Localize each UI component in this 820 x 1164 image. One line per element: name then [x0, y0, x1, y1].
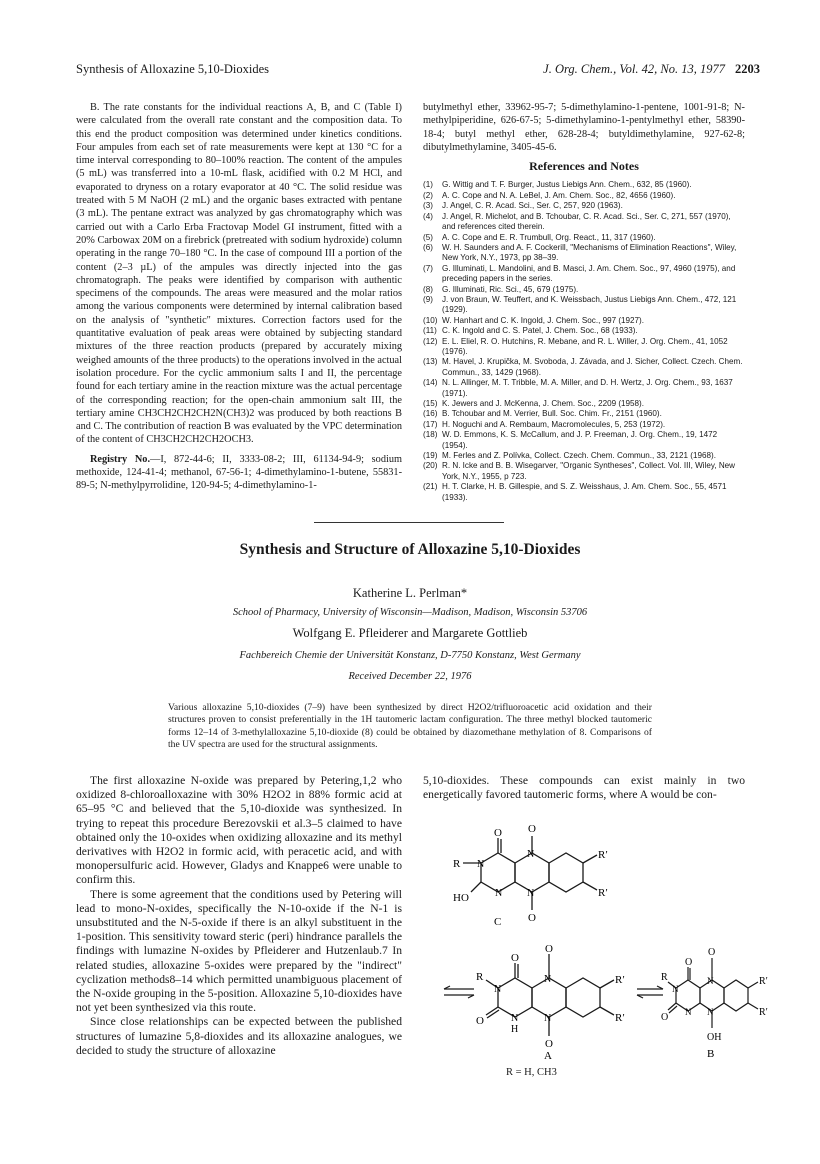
- experimental-section: [76, 101, 402, 493]
- reference-text: A. C. Cope and E. R. Trumbull, Org. React., 11, 317 (1960).: [442, 232, 656, 242]
- substituent-legend: R = H, CH3: [506, 1067, 557, 1078]
- journal-name: J. Org. Chem., Vol. 42, No. 13, 1977: [543, 62, 725, 76]
- reference-text: J. Angel, R. Michelot, and B. Tchoubar, C. R. Acad. Sci., Ser. C, 271, 557 (1970), and references cited therein.: [442, 211, 731, 232]
- reference-number: (20): [423, 461, 438, 471]
- reference-number: (11): [423, 326, 437, 336]
- reference-text: K. Jewers and J. McKenna, J. Chem. Soc., 2209 (1958).: [442, 399, 644, 409]
- reference-text: G. Illuminati, L. Mandolini, and B. Masci, J. Am. Chem. Soc., 97, 4960 (1975), and preceding papers in the series.: [442, 263, 736, 284]
- reference-text: W. D. Emmons, K. S. McCallum, and J. P. Freeman, J. Org. Chem., 19, 1472 (1954).: [442, 430, 718, 450]
- reference-text: W. H. Saunders and A. F. Cockerill, "Mechanisms of Elimination Reactions", Wiley, New York, N.Y., 1973, pp 38–39.: [442, 242, 737, 263]
- a-r-prime-1: R′: [615, 974, 625, 986]
- body-paragraph-2: There is some agreement that the conditions used by Petering will lead to mono-N-oxides, specifically the N-10-oxide if the N-1 is unsubstituted and the N-5-oxide if there is an alkyl substituent in the 1-position. This sensitivity toward steric (peri) hindrance parallels the findings with lumazine N-oxides by Pfleiderer and Hutzenlaub.7 In related studies, alloxazine 5-oxides were prepared by the "indirect" cyclization methods8–14 which permitted unambiguous placement of the N-oxide grouping in the 5-position. Alloxazine 5,10-dioxides have not yet been synthesized via this route.: [76, 887, 402, 1015]
- reference-item: [423, 430, 745, 451]
- a-n5-oxide-o: O: [545, 943, 553, 955]
- section-divider: [314, 522, 504, 523]
- a-r-prime-2: R′: [615, 1012, 625, 1024]
- a-n5: N: [544, 974, 552, 985]
- reference-number: (16): [423, 409, 438, 419]
- reference-number: (10): [423, 315, 438, 325]
- registry-label: Registry No.: [90, 453, 151, 465]
- references-list: [423, 180, 745, 503]
- b-carbonyl-o-bottom: O: [661, 1012, 669, 1023]
- reference-text: E. L. Eliel, R. O. Hutchins, R. Mebane, and R. L. Willer, J. Org. Chem., 41, 1052 (1976).: [442, 336, 728, 356]
- reference-text: C. K. Ingold and C. S. Patel, J. Chem. Soc., 68 (1933).: [442, 326, 638, 336]
- reference-number: (21): [423, 482, 438, 492]
- abstract: Various alloxazine 5,10-dioxides (7–9) have been synthesized by direct H2O2/trifluoroacetic acid oxidation and their structures proven to consist preferentially in the 1H tautomeric lactam configuration. The three methyl blocked tautomeric forms 12–14 of 3-methylalloxazine 5,10-dioxide (8) could be obtained by diazomethane methylation of 8. Comparisons of the UV spectra are used for the structural assignments.: [168, 702, 652, 750]
- reference-item: [423, 264, 745, 285]
- b-n5: N: [707, 976, 714, 986]
- author-2: Wolfgang E. Pfleiderer and Margarete Gottlieb: [292, 626, 528, 640]
- reference-number: (15): [423, 399, 438, 409]
- b-n5-oxide-o: O: [708, 947, 716, 958]
- structure-c-label: C: [494, 916, 502, 928]
- reference-number: (4): [423, 211, 433, 221]
- body-right-text: 5,10-dioxides. These compounds can exist mainly in two energetically favored tautomeric forms, where A would be con-: [423, 774, 745, 802]
- a-n10-oxide-o: O: [545, 1038, 553, 1050]
- structure-b: [662, 940, 772, 1060]
- reference-number: (6): [423, 242, 433, 252]
- reference-number: (5): [423, 232, 433, 242]
- reference-text: H. Noguchi and A. Rembaum, Macromolecules, 5, 253 (1972).: [442, 419, 666, 429]
- structure-b-label: B: [707, 1048, 715, 1060]
- right-column-top: [423, 101, 745, 503]
- reference-number: (9): [423, 294, 433, 304]
- reference-text: J. von Braun, W. Teuffert, and K. Weissbach, Justus Liebigs Ann. Chem., 472, 121 (1929).: [442, 294, 737, 315]
- reference-item: [423, 409, 745, 419]
- c-n5: N: [527, 849, 535, 860]
- a-n10: N: [544, 1013, 552, 1024]
- b-n1: N: [685, 1007, 692, 1017]
- a-carbonyl-o-top: O: [511, 952, 519, 964]
- c-r-prime-2: R′: [598, 887, 608, 899]
- registry-numbers: [76, 453, 402, 493]
- references-title: References and Notes: [529, 159, 639, 174]
- reference-text: G. Wittig and T. F. Burger, Justus Liebigs Ann. Chem., 632, 85 (1960).: [442, 180, 692, 190]
- reference-number: (17): [423, 419, 438, 429]
- a-n3: N: [494, 984, 502, 995]
- reference-item: [423, 243, 745, 264]
- reference-item: [423, 316, 745, 326]
- reference-text: M. Havel, J. Krupička, M. Svoboda, J. Závada, and J. Sicher, Collect. Czech. Chem. Commun., 33, 1429 (1968).: [442, 357, 743, 377]
- reference-item: [423, 180, 745, 190]
- experimental-paragraph: B. The rate constants for the individual reactions A, B, and C (Table I) were calculated from the overall rate constant and the composition data. To this end the product composition was determined under kinetics conditions. Four ampules from each set of rate measurements were kept at 130 °C for a time interval corresponding to 80–100% reaction. The content of the ampules (5 mL) was transferred into a 10-mL flask, acidified with 0.2 M HCl, and evaporated to dryness on a rotary evaporator at 40 °C. The solid residue was treated with 5 M NaOH (2 mL) and the organic bases extracted with pentane (3 mL). The pentane extract was analyzed by gas chromatography which was carried out with a Carlo Erba Fractovap Model GI instrument, fitted with a 20% Carbowax 20M on a firebrick (pretreated with sodium hydroxide) column operating in the range 70–180 °C. In the case of compound III a portion of the content (2–3 µL) of the ampules was directly injected into the gas chromatograph. The peaks were identified by comparison with authentic specimens of the compounds. The areas were measured and the molar ratios among the various components were determined by internal calibration based on the analysis of "synthetic" mixtures. Correction factors used for the quantitative evaluation of peak areas were obtained by subjecting standard mixtures of the three reaction products (prepared by accurately mixing weighed amounts of the three products) to the operations involved in the actual isolation procedure. For the cyclic ammonium salts I and II, the percentage found for each tertiary amine in the reaction mixture was the actual percentage of the corresponding reaction; for the open-chain ammonium salt III, the tertiary amine CH3CH2CH2CH2N(CH3)2 was produced by both reactions B and C. The contribution of reaction B was evaluated by the VPC determination of the content of CH3CH2CH2CH2OCH3.: [76, 102, 402, 446]
- c-n3: N: [477, 859, 485, 870]
- registry-continuation: butylmethyl ether, 33962-95-7; 5-dimethylamino-1-pentene, 1001-91-8; N-methylpiperidine, 626-67-5; 5-dimethylamino-1-pentylmethyl ether, 58390-18-4; butyl methyl ether, 628-28-4; butyldimethylamine, 927-62-8; dibutylmethylamine, 3405-45-6.: [423, 102, 745, 153]
- reference-item: [423, 378, 745, 399]
- reference-item: [423, 201, 745, 211]
- c-n1: N: [495, 888, 503, 899]
- reference-number: (8): [423, 284, 433, 294]
- received-date: Received December 22, 1976: [348, 671, 472, 682]
- author-1: Katherine L. Perlman*: [352, 586, 468, 600]
- reference-text: N. L. Allinger, M. T. Tribble, M. A. Miller, and D. H. Wertz, J. Org. Chem., 93, 1637 (1971).: [442, 378, 733, 398]
- b-n10-oh: OH: [707, 1032, 722, 1043]
- reference-text: R. N. Icke and B. B. Wisegarver, "Organic Syntheses", Collect. Vol. III, Wiley, New York, N.Y., 1955, p 723.: [442, 461, 736, 481]
- equilibrium-arrow-left: [442, 985, 476, 999]
- affiliation-2: Fachbereich Chemie der Universität Konstanz, D-7750 Konstanz, West Germany: [239, 650, 581, 661]
- a-r: R: [476, 971, 484, 983]
- reference-number: (7): [423, 263, 433, 273]
- reference-item: [423, 451, 745, 461]
- c-r: R: [453, 858, 461, 870]
- reference-number: (12): [423, 336, 438, 346]
- structure-a: [476, 940, 636, 1060]
- reference-item: [423, 212, 745, 233]
- b-r-prime-2: R′: [759, 1007, 768, 1018]
- c-n10: N: [527, 888, 535, 899]
- reference-item: [423, 357, 745, 378]
- b-r: R: [661, 972, 668, 983]
- b-r-prime-1: R′: [759, 976, 768, 987]
- reference-item: [423, 326, 745, 336]
- registry-text: —I, 872-44-6; II, 3333-08-2; III, 61134-94-9; sodium methoxide, 124-41-4; methanol, 67-56-1; 4-dimethylamino-1-butene, 55831-89-5; N-methylpyrrolidine, 120-94-5; 4-dimethylamino-1-: [76, 453, 402, 492]
- b-carbonyl-o-top: O: [685, 957, 693, 968]
- c-n5-oxide-o: O: [528, 823, 536, 835]
- reference-number: (13): [423, 357, 438, 367]
- body-left-column: [76, 774, 402, 1058]
- reference-text: B. Tchoubar and M. Verrier, Bull. Soc. Chim. Fr., 2151 (1960).: [442, 409, 662, 419]
- reference-text: M. Ferles and Z. Polívka, Collect. Czech. Chem. Commun., 33, 2121 (1968).: [442, 451, 716, 461]
- journal-citation: [543, 62, 760, 77]
- reference-text: G. Illuminati, Ric. Sci., 45, 679 (1975).: [442, 284, 579, 294]
- a-n1: N: [511, 1013, 519, 1024]
- body-paragraph-3: Since close relationships can be expected between the published structures of lumazine 5,8-dioxides and its alloxazine analogues, we decided to study the structure of alloxazine: [76, 1015, 402, 1057]
- reference-item: [423, 399, 745, 409]
- reference-number: (3): [423, 201, 433, 211]
- b-n10: N: [707, 1007, 714, 1017]
- structure-a-label: A: [544, 1050, 552, 1062]
- c-n10-oxide-o: O: [528, 912, 536, 924]
- reference-number: (1): [423, 180, 433, 190]
- c-carbonyl-o: O: [494, 827, 502, 839]
- c-ho: HO: [453, 892, 469, 904]
- equilibrium-arrow-right: [635, 985, 665, 999]
- reference-item: [423, 233, 745, 243]
- structure-c: [425, 808, 615, 928]
- reference-text: H. T. Clarke, H. B. Gillespie, and S. Z. Weisshaus, J. Am. Chem. Soc., 55, 4571 (1933).: [442, 482, 727, 502]
- reference-item: [423, 420, 745, 430]
- page-number: 2203: [735, 62, 760, 76]
- reference-item: [423, 191, 745, 201]
- a-n1-h: H: [511, 1024, 519, 1035]
- c-r-prime-1: R′: [598, 849, 608, 861]
- b-n3: N: [672, 984, 679, 994]
- reference-number: (18): [423, 430, 438, 440]
- reference-number: (2): [423, 190, 433, 200]
- reference-item: [423, 285, 745, 295]
- reference-text: J. Angel, C. R. Acad. Sci., Ser. C, 257, 920 (1963).: [442, 201, 623, 211]
- reference-number: (19): [423, 451, 438, 461]
- reference-item: [423, 461, 745, 482]
- reference-text: A. C. Cope and N. A. LeBel, J. Am. Chem. Soc., 82, 4656 (1960).: [442, 190, 676, 200]
- reference-item: [423, 337, 745, 358]
- a-carbonyl-o-bottom: O: [476, 1015, 484, 1027]
- running-title: Synthesis of Alloxazine 5,10-Dioxides: [76, 62, 270, 76]
- article-title: Synthesis and Structure of Alloxazine 5,10-Dioxides: [239, 541, 581, 558]
- reference-item: [423, 295, 745, 316]
- reference-text: W. Hanhart and C. K. Ingold, J. Chem. Soc., 997 (1927).: [442, 315, 644, 325]
- body-paragraph-1: The first alloxazine N-oxide was prepared by Petering,1,2 who oxidized 8-chloroalloxazine with 30% H2O2 in 88% formic acid at 65–95 °C and believed that the 5,10-dioxide was synthesized. In trying to repeat this procedure Berezovskii et al.3–5 claimed to have obtained only the 10-oxides when oxidizing alloxazine and its methyl derivatives with H2O2 in formic acid, with peracetic acid, and with monopersulfuric acid. However, Gladys and Knappe6 were unable to confirm this.: [76, 774, 402, 887]
- reference-item: [423, 482, 745, 503]
- affiliation-1: School of Pharmacy, University of Wisconsin—Madison, Madison, Wisconsin 53706: [232, 607, 588, 618]
- reference-number: (14): [423, 378, 438, 388]
